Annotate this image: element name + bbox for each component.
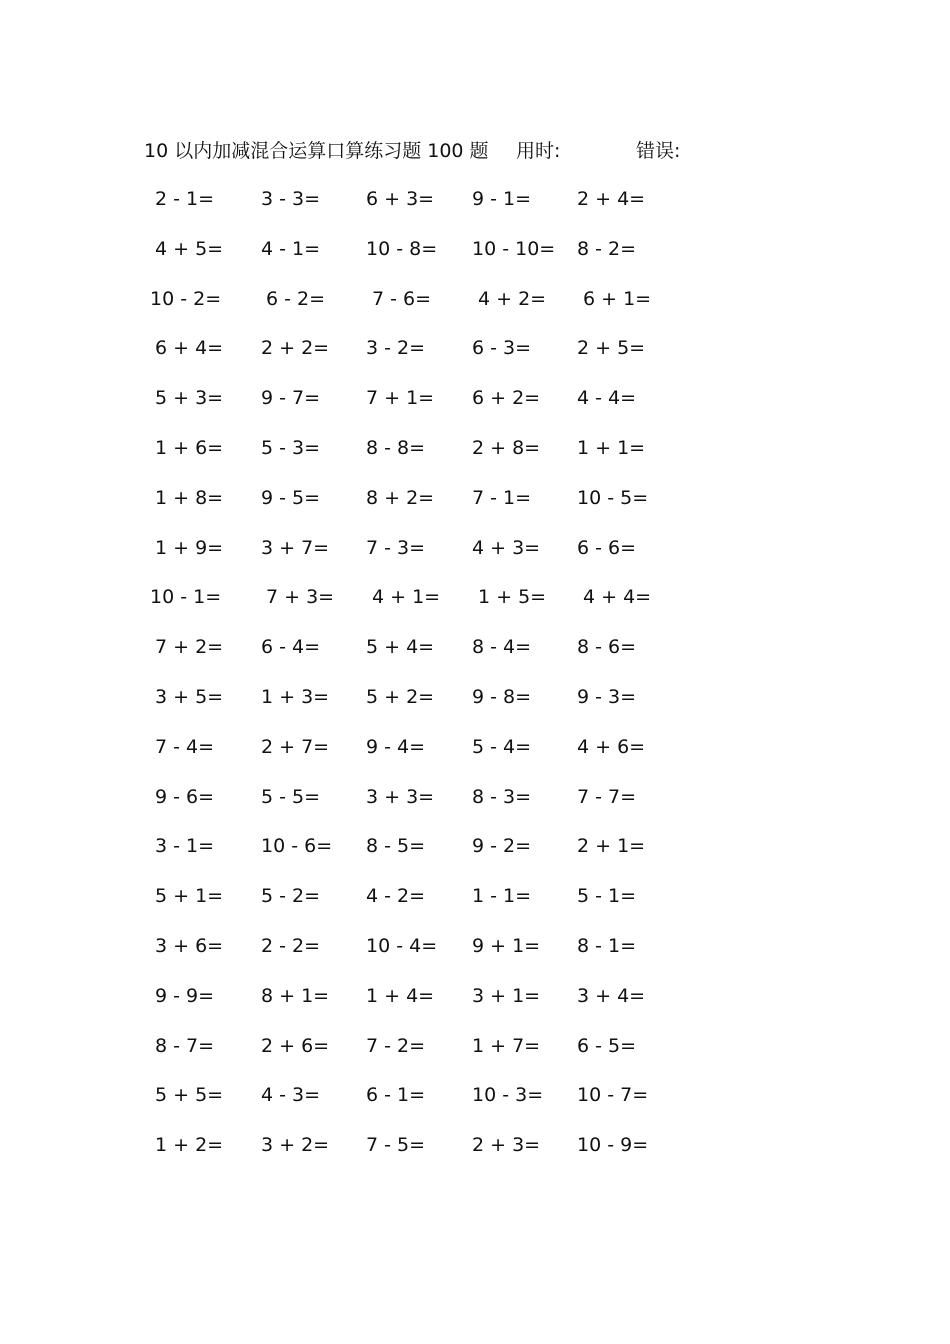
problem-item: 2 + 2= (261, 337, 330, 360)
problem-item: 2 + 8= (472, 436, 541, 459)
problem-item: 7 + 1= (366, 387, 435, 410)
problem-item: 10 - 4= (366, 934, 438, 957)
time-used-label: 用时: (516, 140, 561, 162)
problem-item: 3 + 3= (366, 785, 435, 808)
problem-item: 7 + 2= (155, 636, 224, 659)
problem-item: 9 - 7= (261, 387, 321, 410)
problem-item: 6 - 5= (577, 1034, 637, 1057)
problem-grid (0, 184, 950, 1180)
problem-item: 4 - 3= (261, 1084, 321, 1107)
problem-row (0, 831, 950, 881)
problem-item: 5 - 3= (261, 436, 321, 459)
problem-item: 8 - 7= (155, 1034, 215, 1057)
problem-item: 5 + 4= (366, 636, 435, 659)
problem-item: 2 + 6= (261, 1034, 330, 1057)
problem-item: 1 + 4= (366, 984, 435, 1007)
problem-item: 2 + 5= (577, 337, 646, 360)
problem-item: 6 - 2= (266, 287, 326, 310)
problem-item: 8 + 1= (261, 984, 330, 1007)
problem-item: 8 + 2= (366, 486, 435, 509)
problem-item: 4 + 2= (478, 287, 547, 310)
problem-item: 8 - 1= (577, 934, 637, 957)
problem-item: 5 - 2= (261, 885, 321, 908)
problem-row (0, 533, 950, 583)
problem-item: 4 + 6= (577, 735, 646, 758)
problem-row (0, 284, 950, 334)
problem-row (0, 383, 950, 433)
problem-item: 2 + 1= (577, 835, 646, 858)
problem-item: 5 - 4= (472, 735, 532, 758)
problem-row (0, 184, 950, 234)
problem-item: 4 - 2= (366, 885, 426, 908)
problem-item: 6 + 2= (472, 387, 541, 410)
problem-item: 3 + 2= (261, 1134, 330, 1157)
problem-row (0, 782, 950, 832)
problem-item: 1 + 9= (155, 536, 224, 559)
problem-row (0, 632, 950, 682)
problem-row (0, 582, 950, 632)
problem-row (0, 1080, 950, 1130)
problem-item: 6 - 1= (366, 1084, 426, 1107)
problem-item: 7 - 6= (372, 287, 432, 310)
problem-item: 10 - 8= (366, 237, 438, 260)
errors-label: 错误: (636, 140, 681, 162)
problem-item: 2 + 7= (261, 735, 330, 758)
problem-item: 5 - 5= (261, 785, 321, 808)
problem-item: 2 + 3= (472, 1134, 541, 1157)
problem-item: 4 - 4= (577, 387, 637, 410)
problem-item: 9 - 4= (366, 735, 426, 758)
problem-item: 7 - 4= (155, 735, 215, 758)
problem-item: 3 - 3= (261, 188, 321, 210)
problem-item: 1 + 3= (261, 685, 330, 708)
problem-item: 5 + 3= (155, 387, 224, 410)
problem-item: 4 + 3= (472, 536, 541, 559)
problem-item: 8 - 3= (472, 785, 532, 808)
problem-item: 6 + 3= (366, 188, 435, 210)
problem-row (0, 732, 950, 782)
problem-item: 3 + 6= (155, 934, 224, 957)
problem-row (0, 682, 950, 732)
problem-item: 1 + 6= (155, 436, 224, 459)
problem-item: 6 - 4= (261, 636, 321, 659)
problem-item: 8 - 4= (472, 636, 532, 659)
problem-item: 2 - 2= (261, 934, 321, 957)
problem-item: 1 + 2= (155, 1134, 224, 1157)
problem-item: 10 - 1= (150, 586, 222, 609)
problem-item: 9 - 2= (472, 835, 532, 858)
problem-item: 8 - 5= (366, 835, 426, 858)
problem-item: 3 + 5= (155, 685, 224, 708)
problem-item: 4 + 4= (583, 586, 652, 609)
problem-item: 1 + 5= (478, 586, 547, 609)
problem-item: 10 - 6= (261, 835, 333, 858)
problem-item: 9 - 1= (472, 188, 532, 210)
problem-item: 9 - 6= (155, 785, 215, 808)
problem-item: 9 - 9= (155, 984, 215, 1007)
problem-item: 8 - 6= (577, 636, 637, 659)
problem-item: 3 - 2= (366, 337, 426, 360)
problem-item: 9 + 1= (472, 934, 541, 957)
problem-item: 5 + 1= (155, 885, 224, 908)
problem-item: 10 - 9= (577, 1134, 649, 1157)
problem-item: 2 - 1= (155, 188, 215, 210)
problem-row (0, 333, 950, 383)
problem-item: 7 - 5= (366, 1134, 426, 1157)
problem-item: 2 + 4= (577, 188, 646, 210)
problem-item: 1 + 1= (577, 436, 646, 459)
problem-item: 3 + 7= (261, 536, 330, 559)
problem-item: 7 - 2= (366, 1034, 426, 1057)
problem-row (0, 1130, 950, 1180)
problem-row (0, 881, 950, 931)
worksheet-title: 10 以内加减混合运算口算练习题 100 题 (144, 140, 489, 162)
problem-item: 10 - 5= (577, 486, 649, 509)
problem-item: 10 - 3= (472, 1084, 544, 1107)
problem-item: 9 - 5= (261, 486, 321, 509)
problem-item: 5 + 2= (366, 685, 435, 708)
problem-item: 5 - 1= (577, 885, 637, 908)
problem-item: 7 - 1= (472, 486, 532, 509)
problem-item: 1 + 7= (472, 1034, 541, 1057)
problem-item: 10 - 7= (577, 1084, 649, 1107)
problem-item: 4 + 5= (155, 237, 224, 260)
problem-item: 7 + 3= (266, 586, 335, 609)
problem-item: 6 + 4= (155, 337, 224, 360)
problem-item: 10 - 10= (472, 237, 556, 260)
problem-row (0, 433, 950, 483)
problem-item: 7 - 7= (577, 785, 637, 808)
problem-item: 9 - 8= (472, 685, 532, 708)
problem-item: 1 + 8= (155, 486, 224, 509)
problem-item: 9 - 3= (577, 685, 637, 708)
problem-item: 3 + 4= (577, 984, 646, 1007)
problem-row (0, 981, 950, 1031)
problem-item: 5 + 5= (155, 1084, 224, 1107)
problem-item: 6 - 6= (577, 536, 637, 559)
problem-item: 6 - 3= (472, 337, 532, 360)
problem-item: 4 - 1= (261, 237, 321, 260)
problem-row (0, 931, 950, 981)
problem-item: 3 + 1= (472, 984, 541, 1007)
problem-row (0, 234, 950, 284)
problem-item: 1 - 1= (472, 885, 532, 908)
problem-item: 8 - 8= (366, 436, 426, 459)
problem-row (0, 1031, 950, 1081)
problem-item: 6 + 1= (583, 287, 652, 310)
problem-item: 3 - 1= (155, 835, 215, 858)
problem-item: 4 + 1= (372, 586, 441, 609)
problem-item: 10 - 2= (150, 287, 222, 310)
problem-row (0, 483, 950, 533)
problem-item: 8 - 2= (577, 237, 637, 260)
problem-item: 7 - 3= (366, 536, 426, 559)
